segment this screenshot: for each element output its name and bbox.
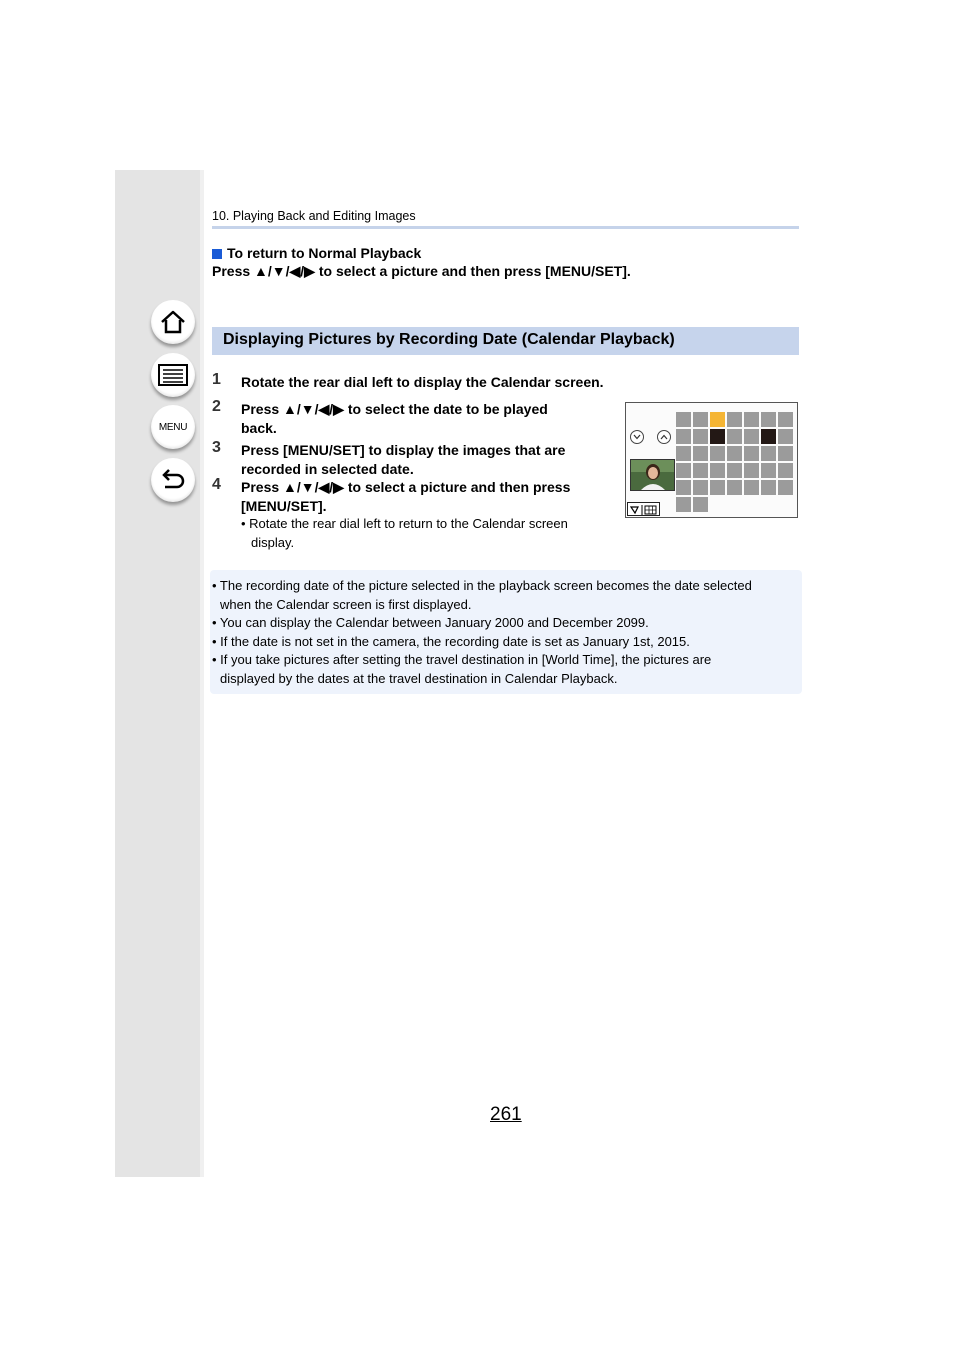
calendar-day-cell xyxy=(710,480,725,495)
step-line: Press ▲/▼/◀/▶ to select a picture and then press xyxy=(241,479,571,495)
note-item xyxy=(212,650,797,688)
step-number: 1 xyxy=(212,371,221,388)
chevron-down-icon xyxy=(630,430,644,444)
return-instruction: Press ▲/▼/◀/▶ to select a picture and then press [MENU/SET]. xyxy=(212,263,631,279)
home-icon[interactable] xyxy=(151,300,195,344)
calendar-day-cell xyxy=(710,412,725,427)
calendar-day-cell xyxy=(778,446,793,461)
calendar-day-cell xyxy=(727,429,742,444)
calendar-day-cell xyxy=(727,463,742,478)
step-line: recorded in selected date. xyxy=(241,461,414,477)
calendar-day-cell xyxy=(693,480,708,495)
calendar-day-cell xyxy=(676,463,691,478)
note-line: • Rotate the rear dial left to return to the Calendar screen xyxy=(241,516,568,531)
calendar-day-cell xyxy=(693,429,708,444)
playback-mode-icon xyxy=(627,502,660,516)
return-section-title xyxy=(212,245,421,261)
step4-note xyxy=(241,514,601,552)
calendar-day-cell xyxy=(744,480,759,495)
calendar-day-cell xyxy=(761,429,776,444)
note-line: • If you take pictures after setting the travel destination in [World Time], the pictures are xyxy=(212,652,712,667)
thumbnail-image xyxy=(630,459,675,491)
calendar-day-cell xyxy=(778,429,793,444)
contents-icon[interactable] xyxy=(151,353,195,397)
calendar-day-cell xyxy=(676,429,691,444)
header-rule xyxy=(212,226,799,229)
note-item xyxy=(212,576,797,614)
calendar-day-cell xyxy=(676,412,691,427)
step-line: Rotate the rear dial left to display the Calendar screen. xyxy=(241,374,604,390)
step-number: 3 xyxy=(212,439,221,456)
calendar-day-cell xyxy=(676,446,691,461)
calendar-day-cell xyxy=(727,480,742,495)
step-text xyxy=(241,478,570,516)
step-line: back. xyxy=(241,420,277,436)
calendar-day-cell xyxy=(761,412,776,427)
chevron-up-icon xyxy=(657,430,671,444)
note-item xyxy=(212,613,797,632)
return-title-text: To return to Normal Playback xyxy=(227,245,422,261)
calendar-day-cell xyxy=(710,429,725,444)
section-heading xyxy=(212,327,799,355)
chapter-header: 10. Playing Back and Editing Images xyxy=(212,209,416,223)
calendar-day-cell xyxy=(744,412,759,427)
note-item xyxy=(212,632,797,651)
step-line: [MENU/SET]. xyxy=(241,498,327,514)
calendar-day-cell xyxy=(761,480,776,495)
calendar-day-cell xyxy=(761,446,776,461)
section-title: Displaying Pictures by Recording Date (Calendar Playback) xyxy=(223,331,675,348)
calendar-day-cell xyxy=(710,446,725,461)
note-line: displayed by the dates at the travel destination in Calendar Playback. xyxy=(220,671,618,686)
menu-icon[interactable] xyxy=(151,405,195,449)
blue-square-icon xyxy=(212,249,222,259)
calendar-day-cell xyxy=(778,412,793,427)
calendar-day-cell xyxy=(693,463,708,478)
calendar-day-cell xyxy=(710,463,725,478)
note-line: • You can display the Calendar between January 2000 and December 2099. xyxy=(212,615,649,630)
note-line: • The recording date of the picture selected in the playback screen becomes the date selected xyxy=(212,578,752,593)
step-text xyxy=(241,400,548,438)
calendar-day-cell xyxy=(727,412,742,427)
calendar-day-cell xyxy=(693,497,708,512)
calendar-day-cell xyxy=(744,429,759,444)
step-number: 4 xyxy=(212,476,221,493)
note-line: • If the date is not set in the camera, the recording date is set as January 1st, 2015. xyxy=(212,634,690,649)
page-number: 261 xyxy=(490,1104,522,1125)
calendar-day-cell xyxy=(778,463,793,478)
note-line: when the Calendar screen is first displayed. xyxy=(220,597,472,612)
calendar-day-cell xyxy=(761,463,776,478)
calendar-day-cell xyxy=(676,480,691,495)
back-icon[interactable] xyxy=(151,458,195,502)
step-text xyxy=(241,373,604,392)
step-line: Press [MENU/SET] to display the images that are xyxy=(241,442,566,458)
calendar-day-cell xyxy=(676,497,691,512)
note-line: display. xyxy=(251,535,295,550)
calendar-day-cell xyxy=(727,446,742,461)
step-line: Press ▲/▼/◀/▶ to select the date to be played xyxy=(241,401,548,417)
calendar-day-cell xyxy=(693,446,708,461)
calendar-day-cell xyxy=(744,463,759,478)
step-text xyxy=(241,441,565,479)
step-number: 2 xyxy=(212,398,221,415)
calendar-day-cell xyxy=(744,446,759,461)
calendar-day-cell xyxy=(693,412,708,427)
sidebar-edge xyxy=(200,170,204,1177)
calendar-screen-illustration xyxy=(625,402,798,518)
calendar-day-cell xyxy=(778,480,793,495)
menu-label: MENU xyxy=(158,421,188,433)
